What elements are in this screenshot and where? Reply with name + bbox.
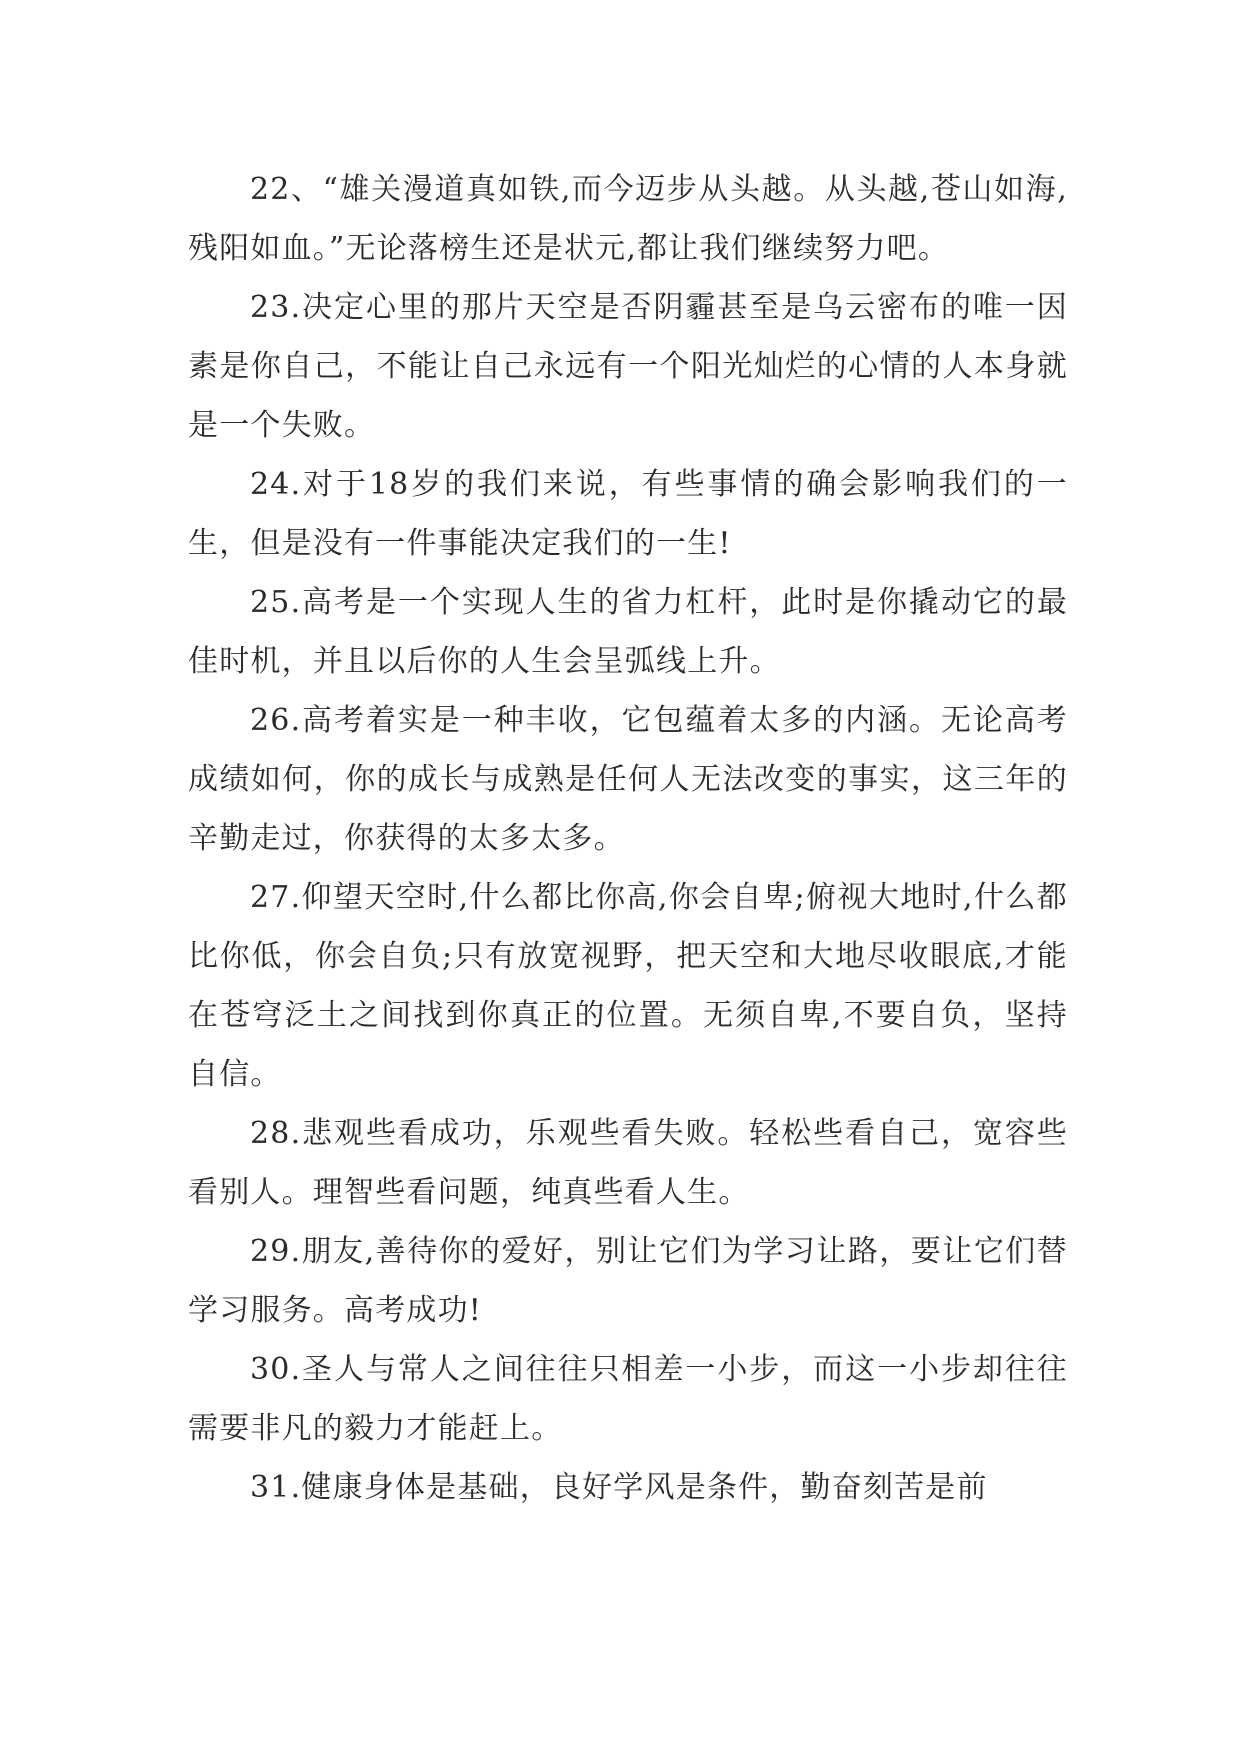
paragraph-30: 30.圣人与常人之间往往只相差一小步，而这一小步却往往需要非凡的毅力才能赶上。 [188, 1352, 1068, 1446]
paragraph-29: 29.朋友,善待你的爱好，别让它们为学习让路，要让它们替学习服务。高考成功! [188, 1234, 1068, 1328]
paragraph-26: 26.高考着实是一种丰收，它包蕴着太多的内涵。无论高考成绩如何，你的成长与成熟是任何人无法改变的事实，这三年的辛勤走过，你获得的太多太多。 [188, 703, 1068, 856]
paragraph-31: 31.健康身体是基础，良好学风是条件，勤奋刻苦是前 [250, 1470, 988, 1505]
paragraph-22: 22、“雄关漫道真如铁,而今迈步从头越。从头越,苍山如海,残阳如血。”无论落榜生还是状元,都让我们继续努力吧。 [188, 172, 1068, 266]
paragraph-27: 27.仰望天空时,什么都比你高,你会自卑;俯视大地时,什么都比你低，你会自负;只有放宽视野，把天空和大地尽收眼底,才能在苍穹泛土之间找到你真正的位置。无须自卑,不要自负，坚持自信。 [188, 880, 1068, 1092]
paragraph-24: 24.对于18岁的我们来说，有些事情的确会影响我们的一生，但是没有一件事能决定我们的一生! [188, 467, 1068, 561]
paragraph-23: 23.决定心里的那片天空是否阴霾甚至是乌云密布的唯一因素是你自己，不能让自己永远有一个阳光灿烂的心情的人本身就是一个失败。 [188, 290, 1068, 443]
paragraph-25: 25.高考是一个实现人生的省力杠杆，此时是你撬动它的最佳时机，并且以后你的人生会呈弧线上升。 [188, 585, 1068, 679]
paragraph-28: 28.悲观些看成功，乐观些看失败。轻松些看自己，宽容些看别人。理智些看问题，纯真些看人生。 [188, 1116, 1068, 1210]
document-body [188, 160, 1068, 1517]
